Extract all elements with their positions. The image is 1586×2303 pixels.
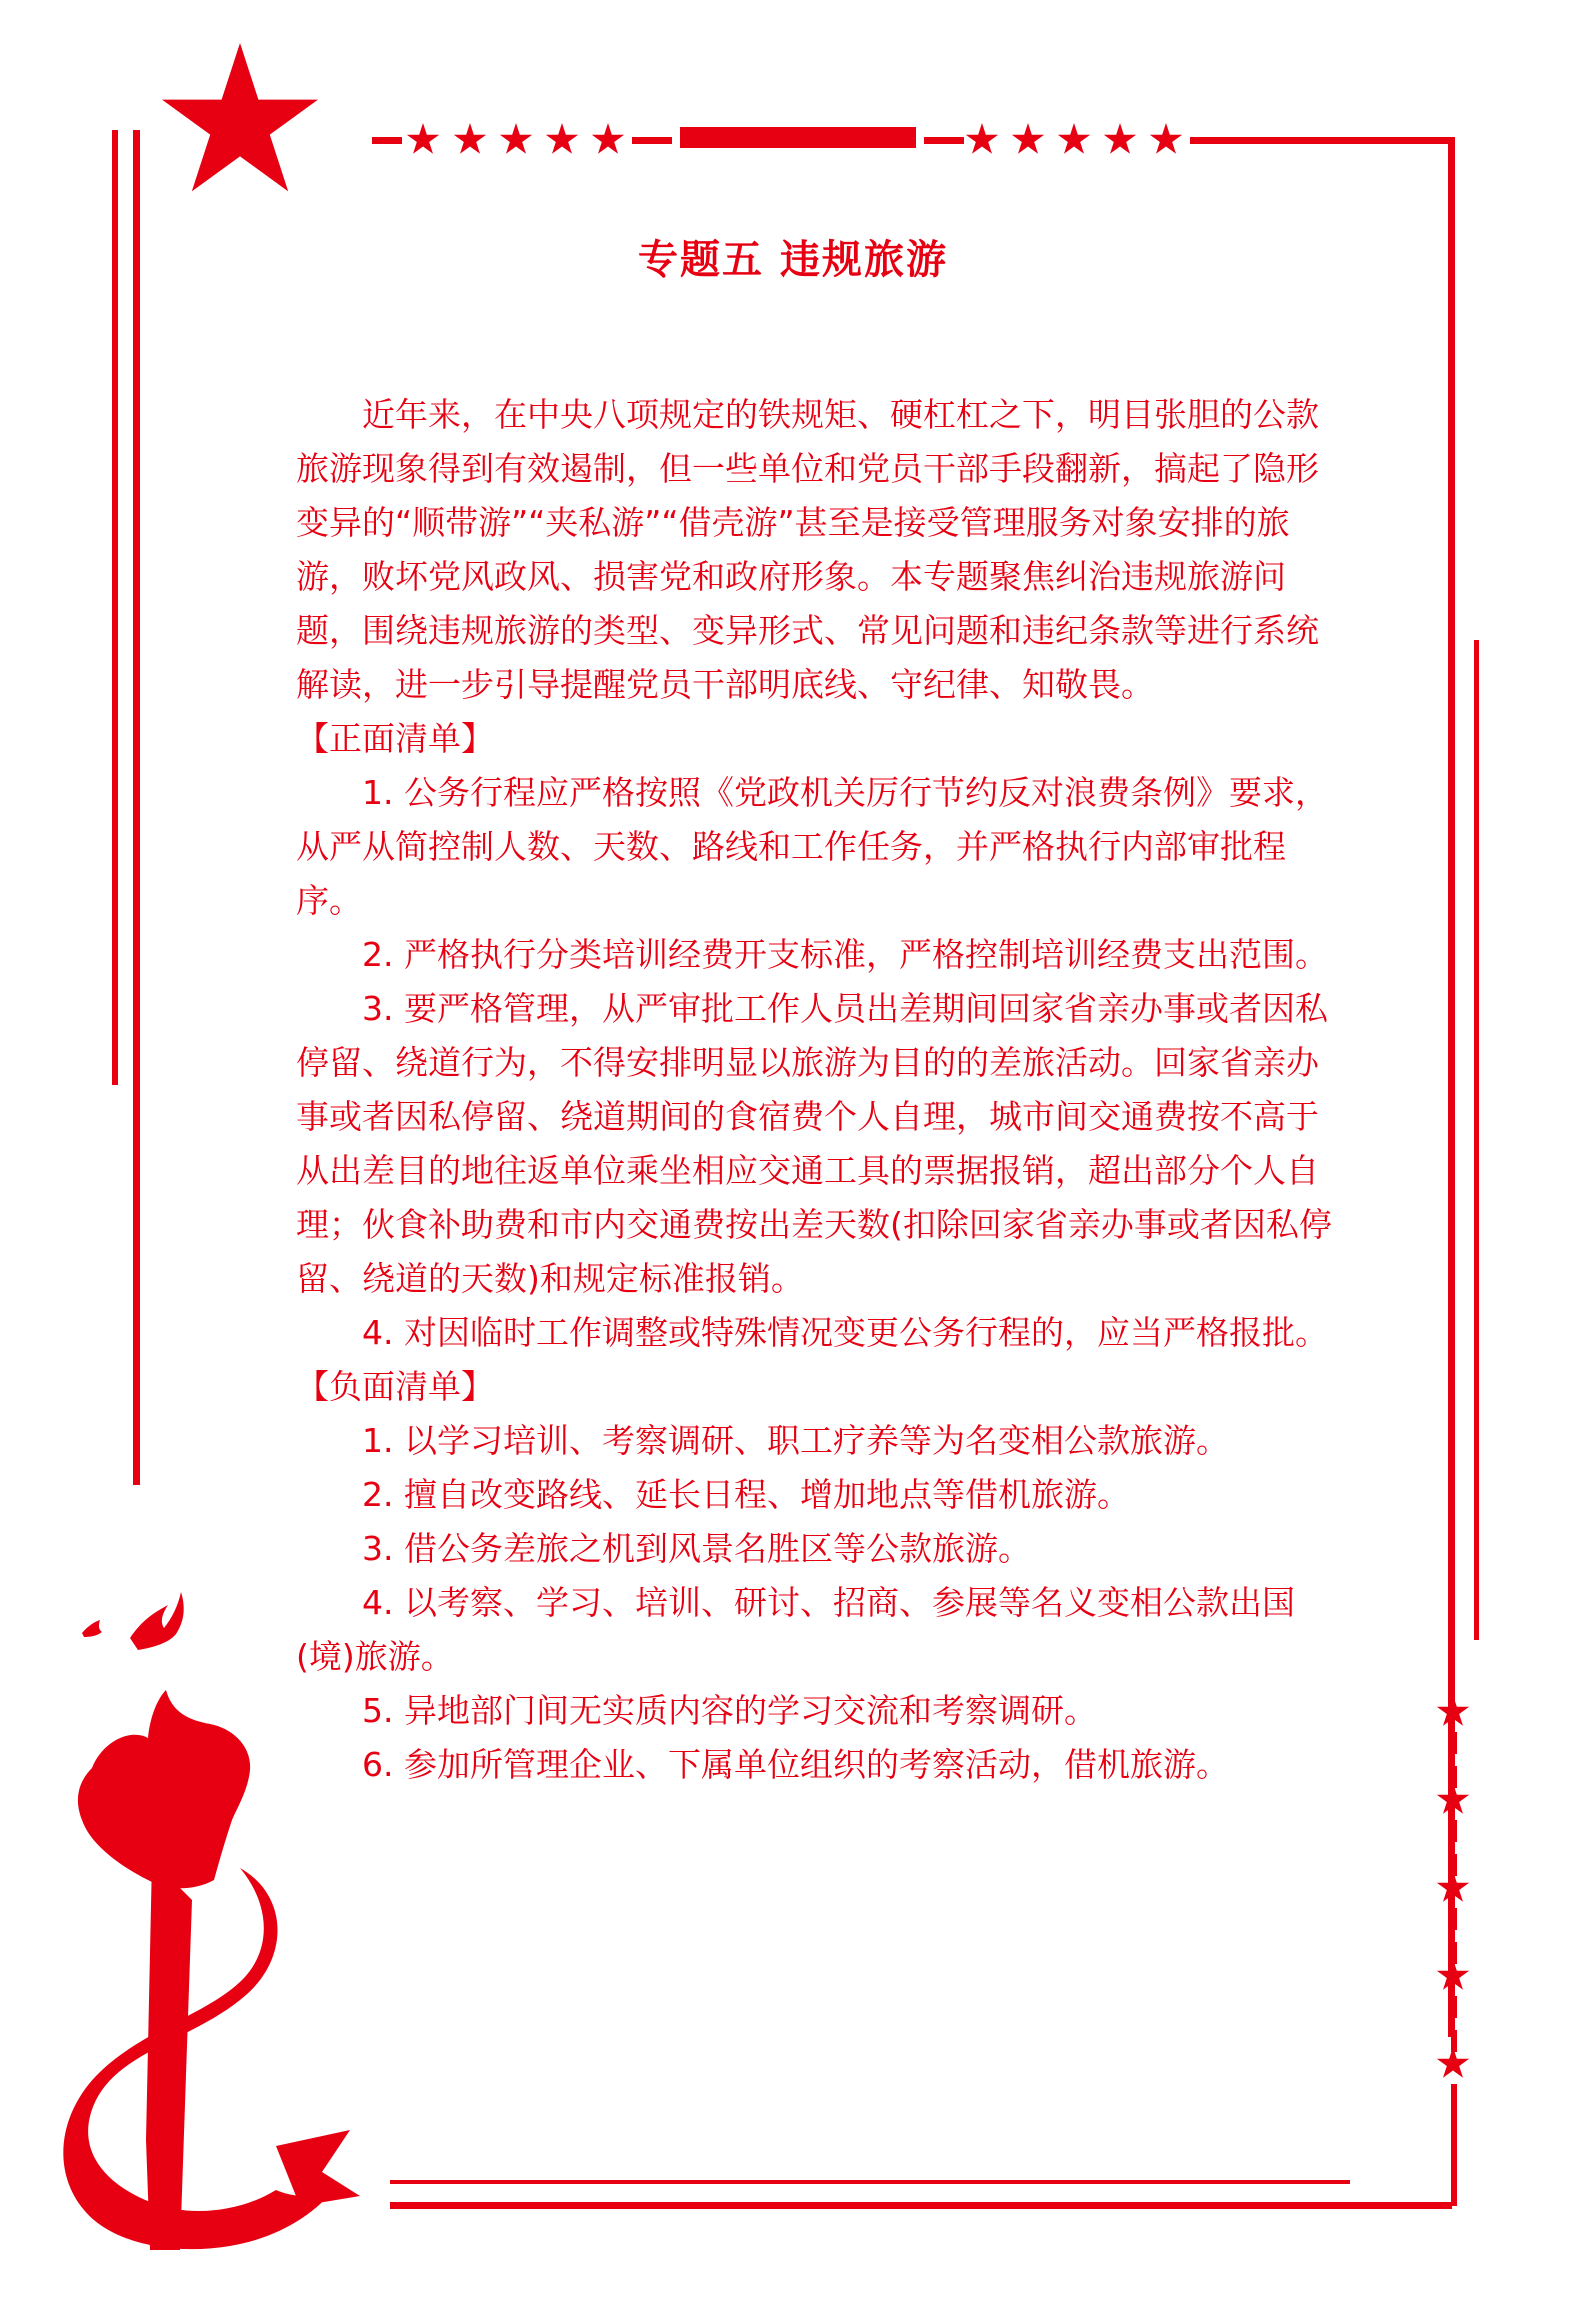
positive-item-1: 1. 公务行程应严格按照《党政机关厉行节约反对浪费条例》要求，从严从简控制人数、天数、路线和工作任务，并严格执行内部审批程序。 bbox=[296, 773, 1328, 920]
bottom-border bbox=[390, 2180, 1452, 2209]
left-border bbox=[112, 130, 140, 1485]
negative-item-6: 6. 参加所管理企业、下属单位组织的考察活动，借机旅游。 bbox=[362, 1745, 1229, 1784]
negative-item-5: 5. 异地部门间无实质内容的学习交流和考察调研。 bbox=[362, 1691, 1097, 1730]
negative-item-4: 4. 以考察、学习、培训、研讨、招商、参展等名义变相公款出国(境)旅游。 bbox=[296, 1583, 1295, 1676]
positive-list-heading: 【正面清单】 bbox=[296, 719, 494, 758]
positive-item-3: 3. 要严格管理，从严审批工作人员出差期间回家省亲办事或者因私停留、绕道行为，不得安排明显以旅游为目的的差旅活动。回家省亲办事或者因私停留、绕道期间的食宿费个人自理，城市间交通费按不高于从出差目的地往返单位乘坐相应交通工具的票据报销，超出部分个人自理；伙食补助费和市内交通费按出差天数(扣除回家省亲办事或者因私停留、绕道的天数)和规定标准报销。 bbox=[296, 989, 1332, 1298]
negative-item-1: 1. 以学习培训、考察调研、职工疗养等为名变相公款旅游。 bbox=[362, 1421, 1229, 1460]
negative-item-2: 2. 擅自改变路线、延长日程、增加地点等借机旅游。 bbox=[362, 1475, 1130, 1514]
positive-item-2: 2. 严格执行分类培训经费开支标准，严格控制培训经费支出范围。 bbox=[362, 935, 1328, 974]
intro-paragraph: 近年来，在中央八项规定的铁规矩、硬杠杠之下，明目张胆的公款旅游现象得到有效遏制，但一些单位和党员干部手段翻新，搞起了隐形变异的“顺带游”“夹私游”“借壳游”甚至是接受管理服务对象安排的旅游，败坏党风政风、损害党和政府形象。本专题聚焦纠治违规旅游问题，围绕违规旅游的类型、变异形式、常见问题和违纪条款等进行系统解读，进一步引导提醒党员干部明底线、守纪律、知敬畏。 bbox=[296, 395, 1319, 704]
negative-list-heading: 【负面清单】 bbox=[296, 1367, 494, 1406]
document-body bbox=[296, 388, 1348, 1792]
big-star-icon bbox=[162, 43, 318, 191]
top-border bbox=[372, 123, 1452, 154]
page-title: 专题五 违规旅游 bbox=[638, 237, 948, 283]
negative-item-3: 3. 借公务差旅之机到风景名胜区等公款旅游。 bbox=[362, 1529, 1031, 1568]
right-border bbox=[1437, 137, 1479, 2206]
positive-item-4: 4. 对因临时工作调整或特殊情况变更公务行程的，应当严格报批。 bbox=[362, 1313, 1328, 1352]
dove-icons bbox=[82, 1592, 184, 1650]
